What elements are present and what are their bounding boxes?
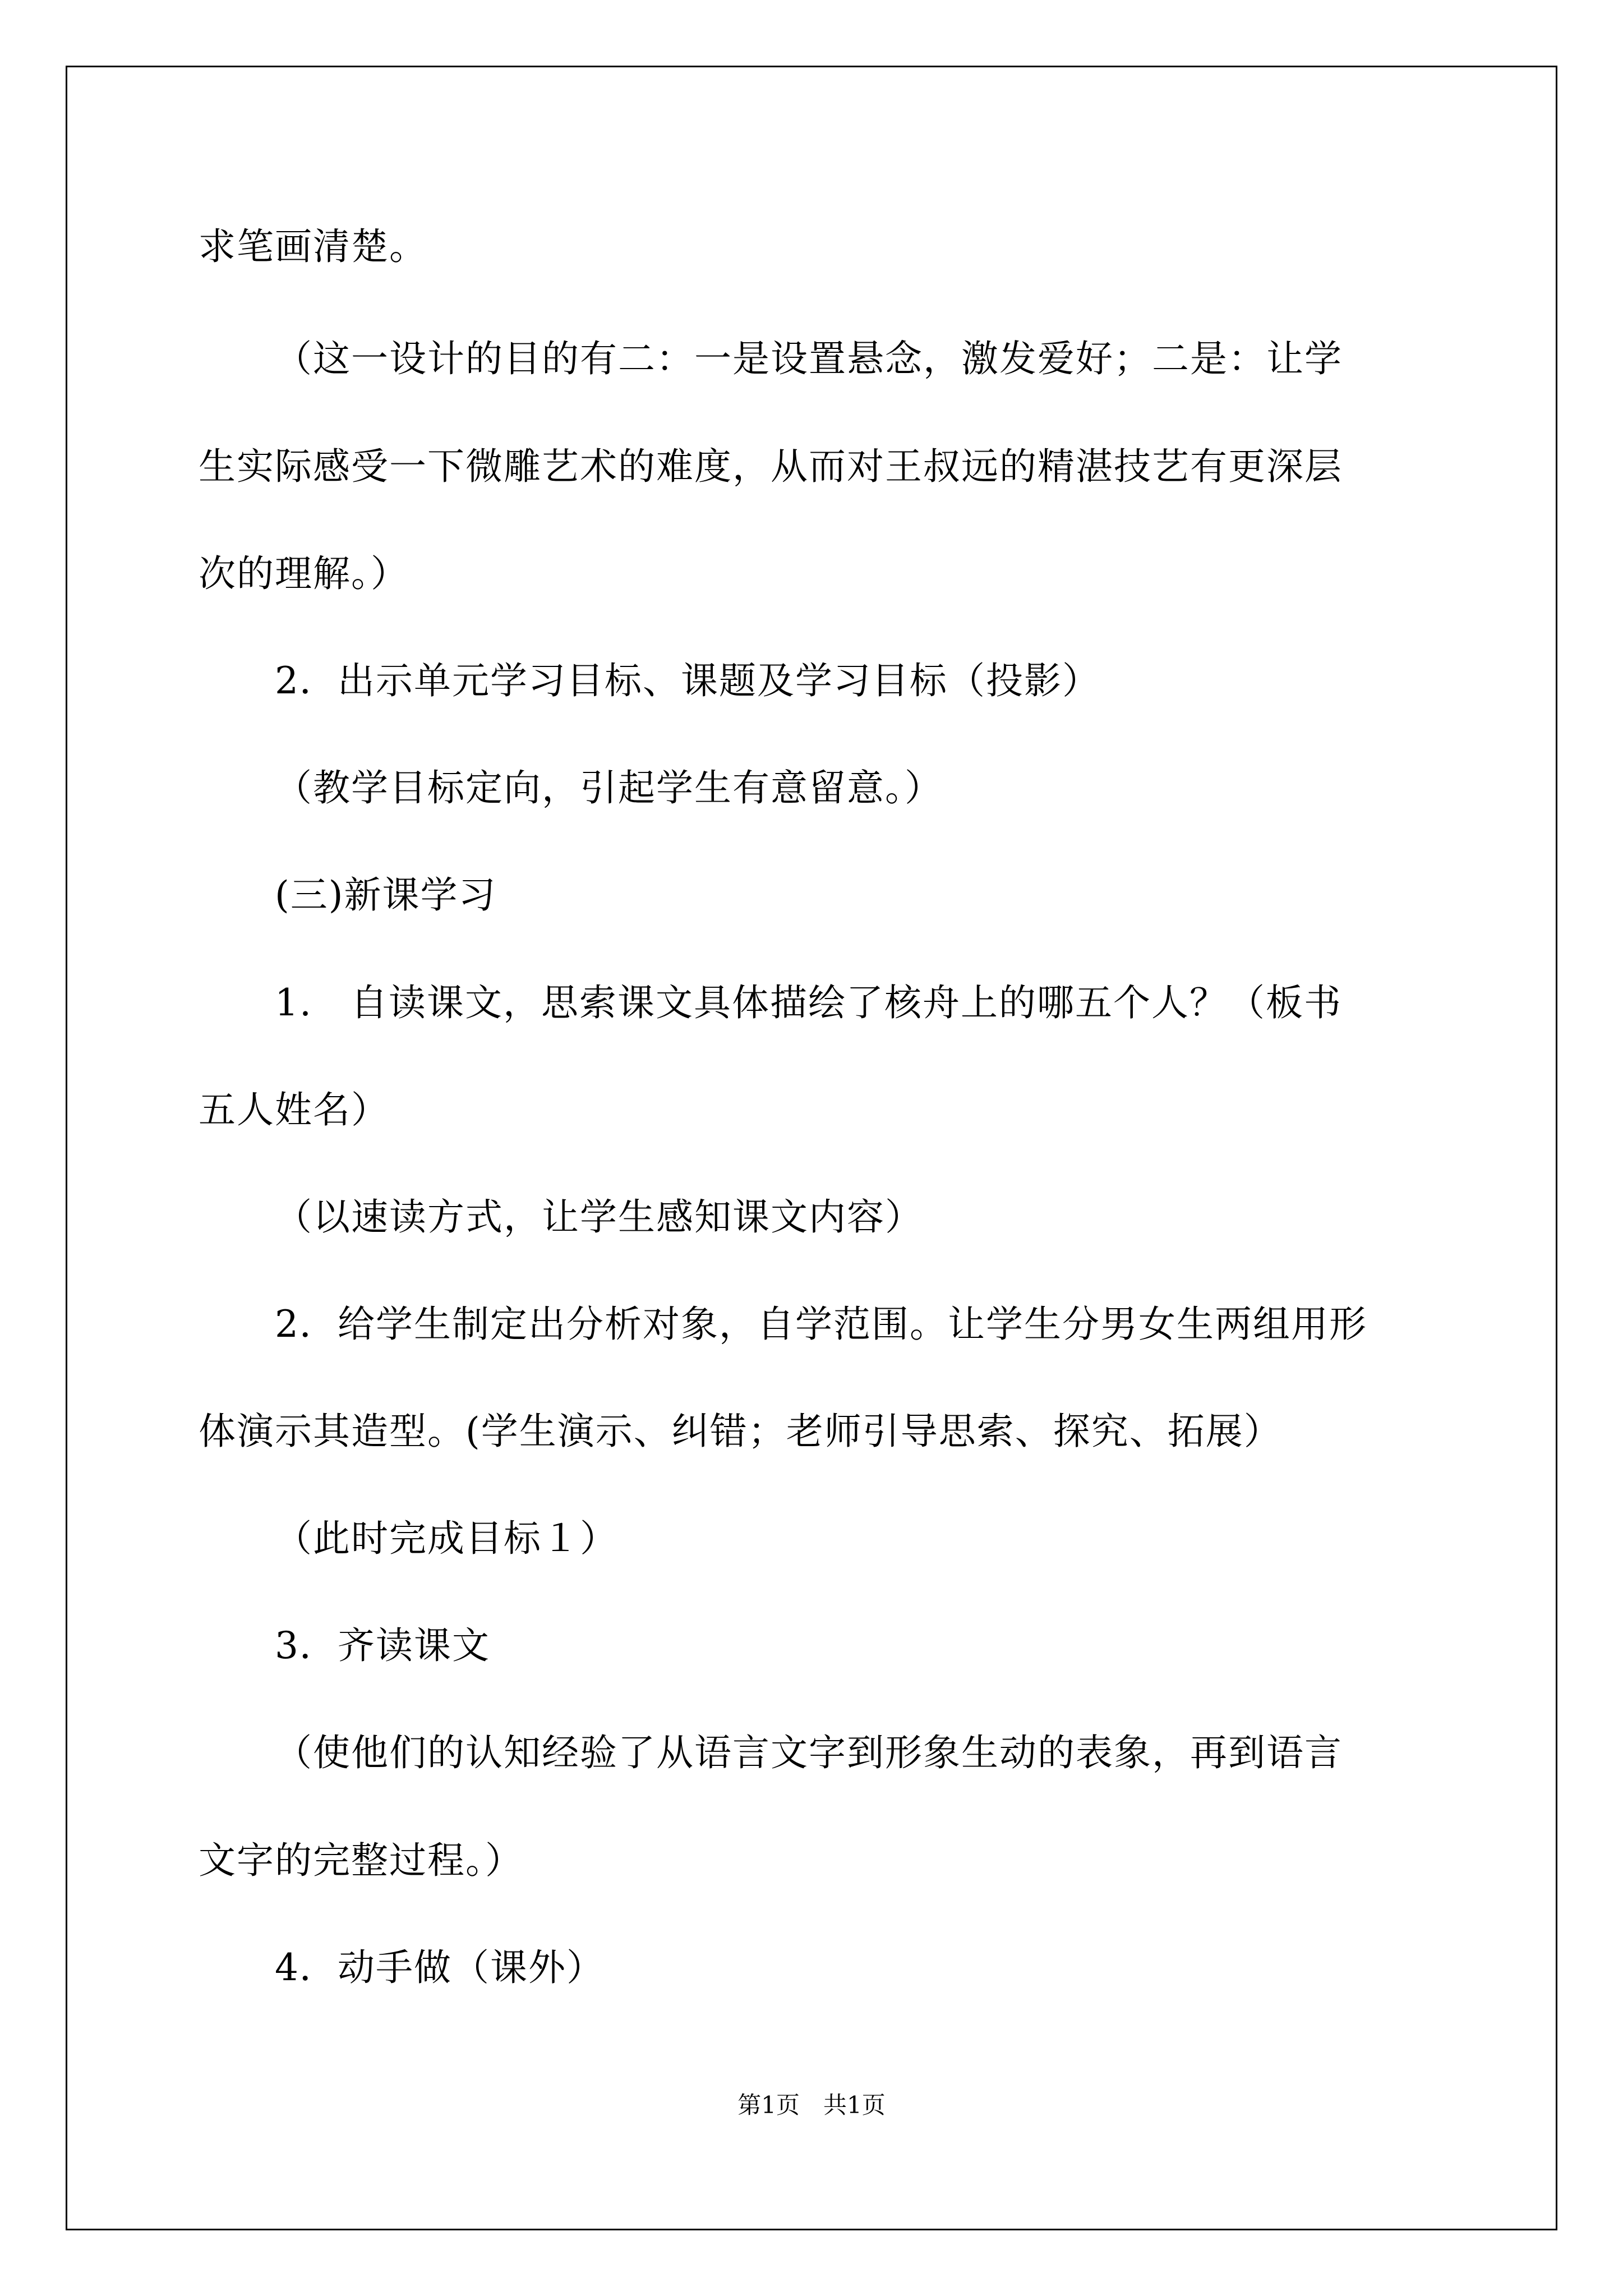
paragraph-line: 2．出示单元学习目标、课题及学习目标（投影） [275, 659, 1100, 702]
paragraph-line: 生实际感受一下微雕艺术的难度，从而对王叔远的精湛技艺有更深层 [199, 445, 1343, 488]
page-footer: 第1页 共1页 [737, 2091, 886, 2119]
paragraph-line: （这一设计的目的有二：一是设置悬念，激发爱好；二是：让学 [275, 337, 1343, 380]
paragraph-line: 4．动手做（课外） [275, 1946, 605, 1989]
paragraph-line: 文字的完整过程。） [199, 1839, 523, 1882]
page-border [66, 66, 1557, 2230]
paragraph-line: （此时完成目标１） [275, 1517, 618, 1560]
paragraph-line: （教学目标定向，引起学生有意留意。） [275, 766, 943, 809]
paragraph-line: 3．齐读课文 [275, 1624, 490, 1667]
paragraph-line: 五人姓名） [199, 1088, 389, 1131]
paragraph-line: 次的理解。） [199, 552, 409, 595]
paragraph-line: 求笔画清楚。 [199, 225, 427, 268]
paragraph-line: （以速读方式，让学生感知课文内容） [275, 1195, 923, 1239]
paragraph-line: 2．给学生制定出分析对象，自学范围。让学生分男女生两组用形 [275, 1303, 1367, 1346]
section-heading: (三)新课学习 [275, 873, 497, 917]
paragraph-line: 体演示其造型。(学生演示、纠错；老师引导思索、探究、拓展） [199, 1410, 1282, 1453]
paragraph-line: 1. 自读课文，思索课文具体描绘了核舟上的哪五个人？（板书 [275, 981, 1342, 1024]
paragraph-line: （使他们的认知经验了从语言文字到形象生动的表象，再到语言 [275, 1731, 1343, 1774]
